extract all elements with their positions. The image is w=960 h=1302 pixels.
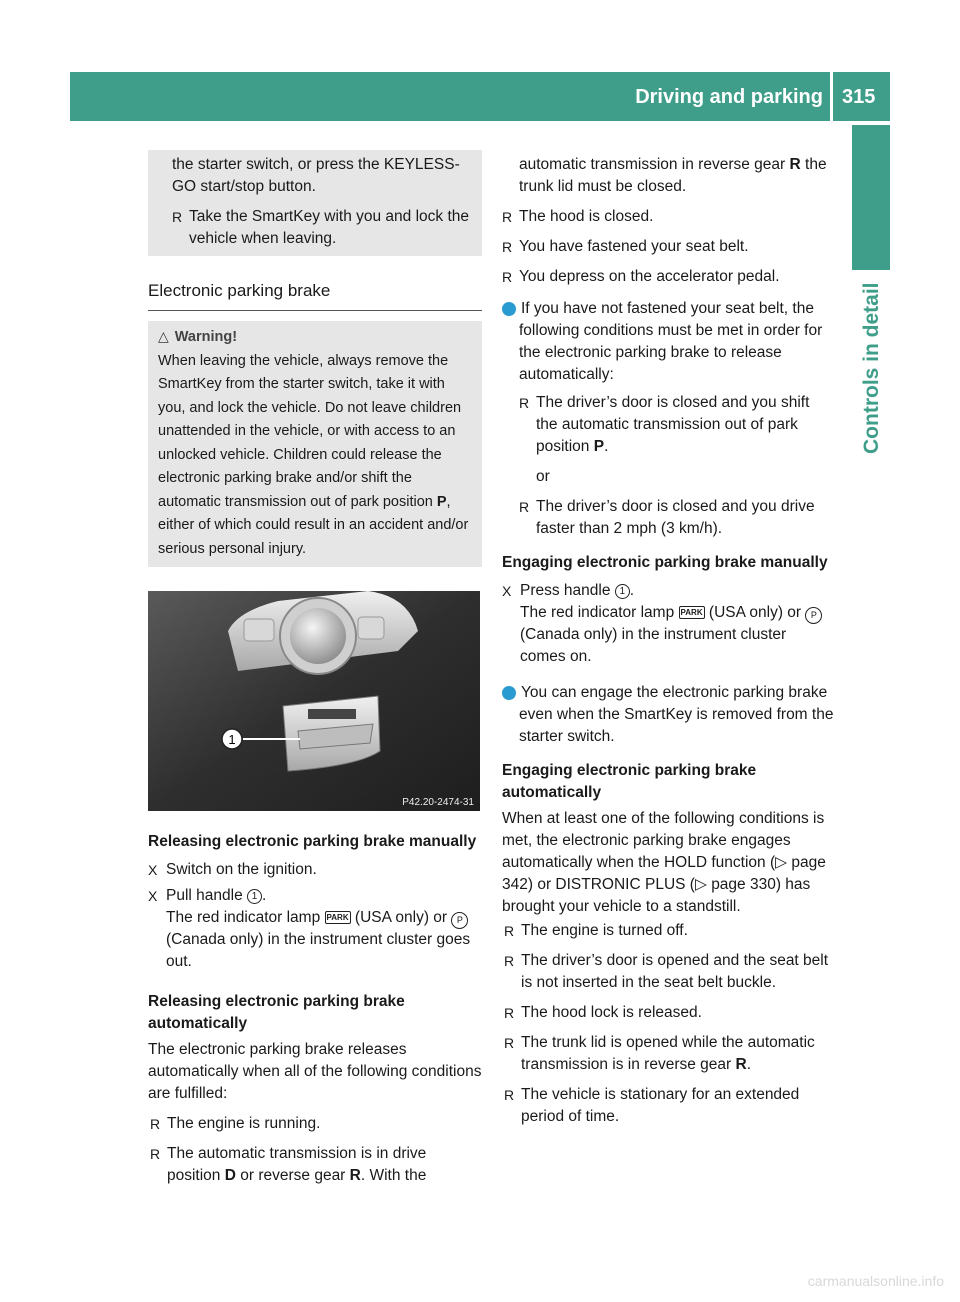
callout-number: 1 <box>615 584 630 599</box>
image-code: P42.20-2474-31 <box>402 797 474 808</box>
engage-manual-result: The red indicator lamp PARK (USA only) or P (Canada only) in the instrument cluster comes on. <box>502 602 834 668</box>
info-note-1: i If you have not fastened your seat belt, the following conditions must be met in order for the electronic parking brake to release automatically: <box>498 300 823 383</box>
warning-box <box>148 321 482 567</box>
release-auto-bullet1: R The engine is running. <box>150 1113 482 1135</box>
engage-auto-heading: Engaging electronic parking brake automatically <box>502 762 757 801</box>
warning-title-row: △ Warning! <box>158 325 474 350</box>
page-ref-link[interactable]: page 330 <box>711 876 776 893</box>
page-ref-link[interactable]: page 342 <box>502 854 826 893</box>
side-tab-block <box>852 125 890 270</box>
condition-accelerator: R You depress on the accelerator pedal. <box>502 266 834 288</box>
right-column <box>498 154 834 1136</box>
canada-park-symbol: P <box>805 607 822 624</box>
top-note-box <box>148 150 482 256</box>
image-callout: 1 <box>228 732 236 747</box>
header-divider <box>830 72 833 121</box>
condition-hood: R The hood is closed. <box>502 206 834 228</box>
callout-number: 1 <box>247 889 262 904</box>
engage-condition-1: R The engine is turned off. <box>504 920 834 942</box>
info-condition-1: R The driver’s door is closed and you shift the automatic transmission out of park position P. <box>519 392 834 458</box>
page-ref-arrow-icon: ▷ <box>775 854 792 871</box>
release-auto-intro: The electronic parking brake releases automatically when all of the following conditions are fulfilled: <box>148 1041 482 1102</box>
engage-manual-heading: Engaging electronic parking brake manually <box>502 554 828 571</box>
parking-brake-illustration <box>148 591 480 811</box>
engage-condition-5: R The vehicle is stationary for an extended period of time. <box>504 1084 834 1128</box>
parking-brake-image <box>148 591 480 811</box>
section-title: Driving and parking <box>635 86 823 108</box>
info-icon: i <box>502 302 516 316</box>
engage-condition-4: R The trunk lid is opened while the automatic transmission is in reverse gear R. <box>504 1032 834 1076</box>
park-symbol: PARK <box>680 608 703 617</box>
info-or: or <box>536 468 550 485</box>
release-manual-result: The red indicator lamp PARK (USA only) or P (Canada only) in the instrument cluster goes out. <box>166 909 471 970</box>
engage-condition-3: R The hood lock is released. <box>504 1002 834 1024</box>
release-manual-step1: X Switch on the ignition. <box>148 859 482 881</box>
info-condition-2: R The driver’s door is closed and you drive faster than 2 mph (3 km/h). <box>519 496 834 540</box>
canada-park-symbol: P <box>451 912 468 929</box>
warning-text: When leaving the vehicle, always remove the SmartKey from the starter switch, take it with you, and lock the vehicle. Do not leave children unattended in the vehicle, or with access to an unlocked vehicle. Children could release the electronic parking brake and/or shift the automatic transmission out of park position P, either of which could result in an accident and/or serious personal injury. <box>158 352 469 557</box>
release-auto-heading: Releasing electronic parking brake automatically <box>148 993 405 1032</box>
park-symbol: PARK <box>326 913 349 922</box>
top-note-bullet: R Take the SmartKey with you and lock the vehicle when leaving. <box>172 206 472 250</box>
epb-heading: Electronic parking brake <box>148 281 331 300</box>
info-icon: i <box>502 686 516 700</box>
engage-manual-step: X Press handle 1 . <box>502 580 834 602</box>
release-manual-heading: Releasing electronic parking brake manually <box>148 833 477 850</box>
top-note-text: the starter switch, or press the KEYLESS-GO start/stop button. <box>172 156 460 195</box>
info-note-1-conditions <box>502 392 834 540</box>
condition-seatbelt: R You have fastened your seat belt. <box>502 236 834 258</box>
info-note-2: i You can engage the electronic parking brake even when the SmartKey is removed from the starter switch. <box>498 684 834 745</box>
footer-watermark[interactable]: carmanualsonline.info <box>807 1273 944 1289</box>
engage-auto-intro: When at least one of the following conditions is met, the electronic parking brake engages automatically when the HOLD function (▷ page 342) or DISTRONIC PLUS (▷ page 330) has brought your vehicle to a standstill. <box>502 810 826 915</box>
side-tab-label: Controls in detail <box>860 282 883 454</box>
warning-triangle-icon: △ <box>158 328 169 344</box>
release-manual-step2: X Pull handle 1 . <box>148 885 482 907</box>
left-column <box>148 150 482 1195</box>
engage-condition-2: R The driver’s door is opened and the seat belt is not inserted in the seat belt buckle. <box>504 950 834 994</box>
heading-rule <box>148 310 482 311</box>
page-number: 315 <box>842 86 876 108</box>
page-ref-arrow-icon: ▷ <box>694 876 712 893</box>
release-auto-bullet2: R The automatic transmission is in drive position D or reverse gear R. With the <box>150 1143 482 1187</box>
continued-text: automatic transmission in reverse gear R the trunk lid must be closed. <box>519 156 827 195</box>
